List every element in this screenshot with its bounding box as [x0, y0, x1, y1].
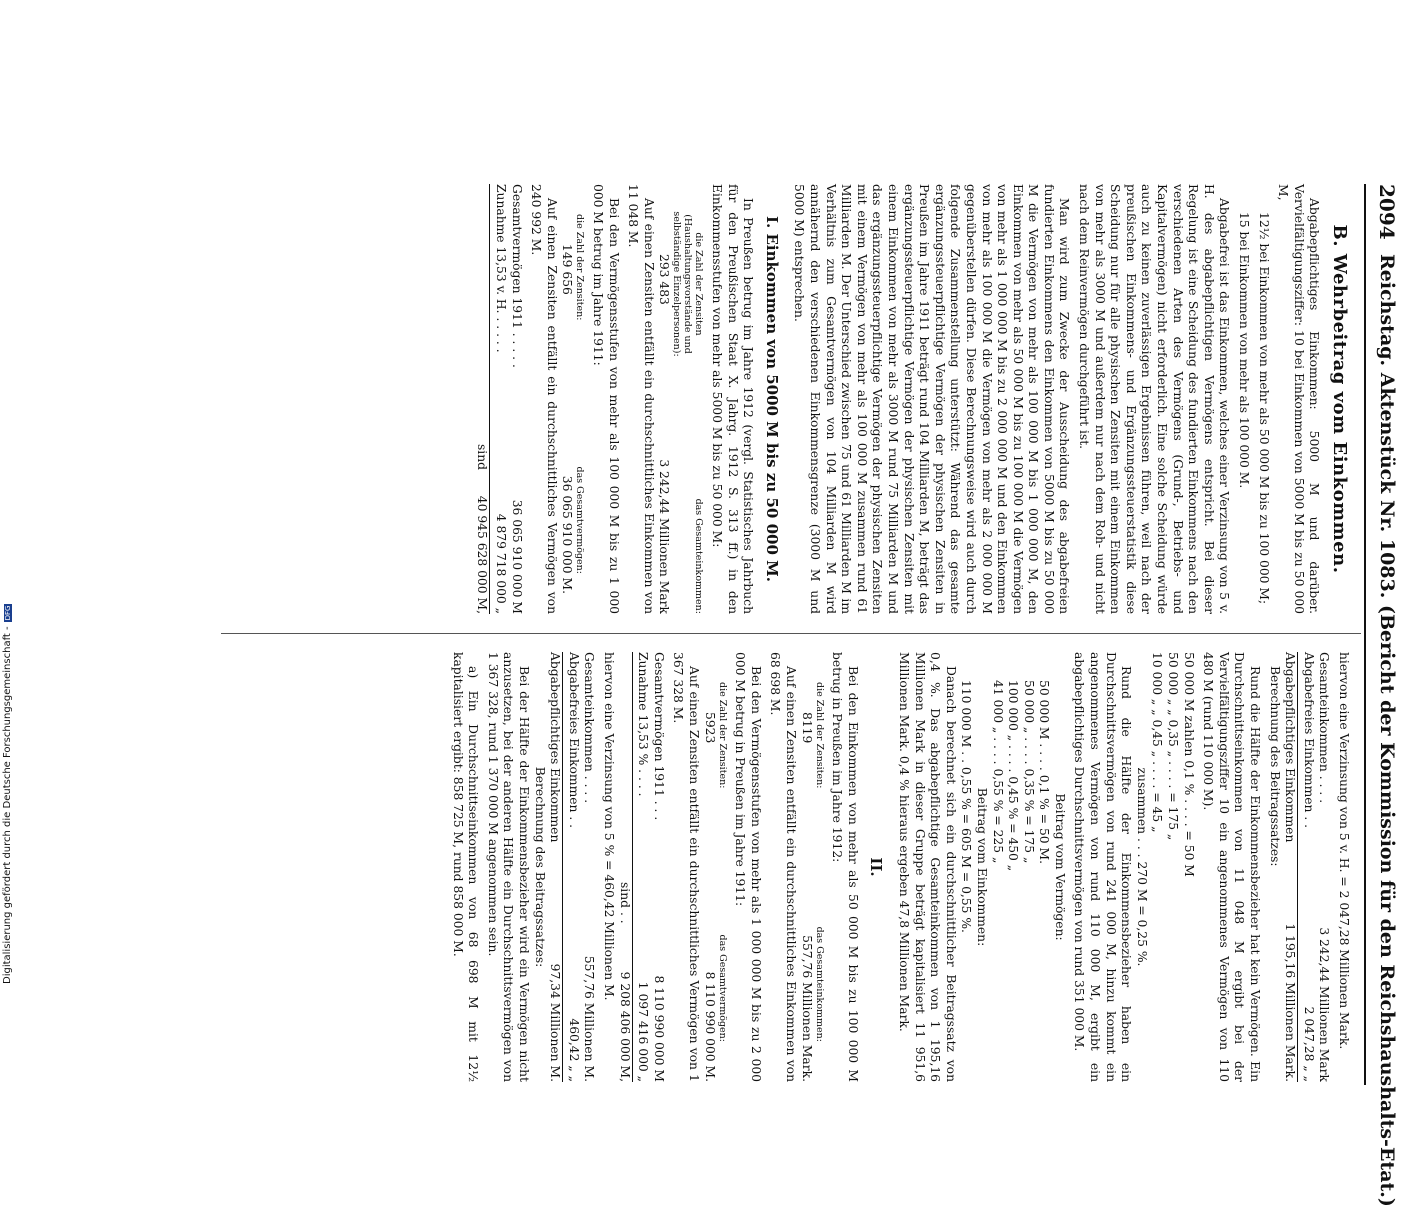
sum-row	[547, 652, 564, 1082]
paragraph: Bei den Einkommen von mehr als 50 000 M bis zu 100 000 M betrug in Preußen im Jahre 1912:	[830, 652, 860, 1082]
paragraph: Bei der Hälfte der Einkommensbezieher wird ein Vermögen nicht anzusetzen, bei der anderen Hälfte ein Durchschnittsvermögen von 1 367 328, rund 1 370 000 M angenommen sein.	[485, 652, 532, 1082]
table-header	[671, 184, 704, 614]
sum-value: 557,76 Millionen M.	[582, 955, 597, 1082]
calc-line: 110 000 M . . 0,55 % = 605 M = 0,55 %.	[959, 680, 974, 933]
sum-value: 9 208 406 000 M,	[617, 971, 632, 1082]
paragraph: Bei den Vermögensstufen von mehr als 1 000 000 M bis zu 2 000 000 M betrug in Preußen im Jahre 1911:	[733, 652, 763, 1082]
sum-value: 3 242,44 Millionen Mark	[1317, 927, 1332, 1082]
column-header: das Gesamtvermögen:	[716, 934, 728, 1042]
table-row	[798, 652, 814, 1082]
left-column	[474, 184, 1351, 614]
right-column	[445, 652, 1351, 1082]
paragraph: Rund die Hälfte der Einkommensbezieher haben ein Durchschnittsvermögen von rund 241 000 M, hinzu kommt ein angenommenes Vermögen von rund 110 000 M, ergibt ein abgabepflichtiges Durchschnittsvermögen von rund 351 000 M.	[1072, 652, 1134, 1082]
paragraph: hiervon eine Verzinsung von 5 % = 460,42 Millionen M.	[602, 652, 617, 1001]
section-heading: B. Wehrbeitrag vom Einkommen.	[1329, 224, 1350, 574]
sum-row	[616, 652, 633, 1082]
paragraph: Auf einen Zensiten entfällt ein durchschnittliches Vermögen von 240 992 M.	[529, 184, 559, 614]
paragraph: Man wird zum Zwecke der Ausscheidung des abgabefreien fundierten Einkommens den Einkommen von 5000 M bis zu 50 000 M die Vermögen von mehr als 100 000 M bis 1 000 000 M, den Einkommen von mehr als 50 000 M bis zu 100 000 M die Vermögen von mehr als 1 000 000 M bis zu 2 000 000 M und den Einkommen von mehr als 100 000 M die Vermögen von mehr als 2 000 000 M gegenüberstellen dürfen. Diese Berechnungsweise wird auch durch folgende Zusammenstellung unterstützt: Während das gesamte ergänzungssteuerpflichtige Vermögen der physischen Zensiten in Preußen im Jahre 1911 beträgt rund 104 Milliarden M, beträgt das ergänzungssteuerpflichtige Vermögen der physischen Zensiten mit einem Einkommen von mehr als 3000 M rund 75 Milliarden M und das ergänzungssteuerpflichtige Vermögen der physischen Zensiten mit einem Vermögen von mehr als 100 000 M zusammen rund 61 Milliarden M. Der Unterschied zwischen 75 und 61 Milliarden M im Verhältnis zum Gesamtvermögen von 104 Milliarden M wird annähernd den verschiedenen Einkommensgrenze (3000 M und 5000 M) entsprechen.	[792, 184, 1072, 614]
column-header: die Zahl der Zensiten (Haushaltungsvorstände und selbständige Einzelpersonen):	[671, 211, 705, 357]
paragraph: Abgabefrei ist das Einkommen, welches einer Verzinsung von 5 v. H. des abgabepflichtigen Vermögens entspricht. Bei dieser Regelung ist eine Scheidung des fundierten Einkommens nach den verschiedenen Arten des Vermögens (Grund-, Betriebs- und Kapitalvermögen) nicht erforderlich. Eine solche Scheidung würde auch zu keinen zuverlässigen Ergebnissen führen, weil nach der preußischen Einkommens- und Ergänzungssteuerstatistik diese Scheidung nur für alle physischen Zensiten mit einem Einkommen von mehr als 3000 M und außerdem nur nach dem Roh- und nicht nach dem Reinvermögen durchgeführt ist.	[1077, 184, 1232, 614]
sum-value: 2 047,28 „ „	[1301, 1006, 1316, 1082]
table-row	[656, 184, 672, 614]
table-header	[814, 652, 825, 1082]
paragraph: hiervon eine Verzinsung von 5 v. H. = 2 047,28 Millionen Mark.	[1337, 652, 1351, 1050]
column-header: die Zahl der Zensiten:	[716, 682, 728, 789]
paragraph: Auf einen Zensiten entfällt ein durchschnittliches Einkommen von 11 048 M.	[626, 184, 656, 614]
sum-label: Gesamteinkommen . . . .	[582, 652, 597, 804]
sum-value: 97,34 Millionen M.	[548, 963, 563, 1082]
sum-label: Gesamteinkommen . . . .	[1317, 652, 1332, 804]
table-header	[574, 184, 585, 614]
sum-row	[581, 652, 597, 1082]
paragraph: Danach berechnet sich ein durchschnittlicher Beitragssatz von 0,4 %. Das abgabepflichtige Gesamteinkommen von 1 195,16 Millionen Mark in dieser Gruppe beträgt kapitalisiert 11 951,6 Millionen Mark. 0,4 % hieraus ergeben 47,8 Millionen Mark.	[896, 652, 958, 1082]
sum-label: Abgabefreies Einkommen . .	[566, 652, 581, 829]
paragraph: Auf einen Zensiten entfällt ein durchschnittliches Vermögen von 1 367 328 M.	[671, 652, 702, 1082]
calc-line: 100 000 „ . . . . 0,45 % = 450 „	[1006, 680, 1021, 872]
sum-row	[650, 652, 666, 1082]
paragraph: Berechnung des Beitragssatzes:	[1267, 666, 1282, 867]
calc-line: 10 000 „ „ 0,45 „ . . . . = 45 „	[1150, 652, 1165, 833]
table-header	[717, 652, 728, 1082]
sum-label: Abgabepflichtiges Einkommen	[548, 652, 563, 843]
sum-label: Abgabefreies Einkommen . .	[1301, 652, 1316, 829]
calc-line: 50 000 M . . . . 0,1 % = 50 M.	[1037, 680, 1052, 865]
subsection-heading: II.	[867, 857, 886, 877]
paragraph: Abgabepflichtiges Einkommen: 5000 M und darüber. Vervielfältigungsziffer: 10 bei Einkommen von 5000 M bis zu 50 000 M,	[1276, 184, 1322, 614]
page-number: 2094	[1375, 184, 1399, 240]
running-header	[1364, 184, 1406, 1207]
sum-row	[635, 652, 651, 1082]
sum-label: Abgabepflichtiges Einkommen	[1283, 652, 1298, 843]
sum-row	[474, 184, 491, 614]
table-row	[559, 184, 575, 614]
calc-total: zusammen . . . 270 M = 0,25 %.	[1134, 767, 1149, 967]
paragraph: a) Ein Durchschnittseinkommen von 68 698 M mit 12½ kapitalisiert ergibt: 858 725 M, rund 858 000 M.	[450, 652, 481, 1082]
calc-line: 50 000 M zahlen 0,1 % . . . . = 50 M	[1181, 652, 1196, 877]
paragraph: In Preußen betrug im Jahre 1912 (vergl. Statistisches Jahrbuch für den Preußischen Staat X. Jahrg. 1912 S. 313 ff.) in den Einkommensstufen von mehr als 5000 M bis zu 50 000 M:	[710, 184, 756, 614]
table-cell: 36 065 910 000 M.	[560, 475, 575, 594]
sum-label: Zunahme 13,53 % . . . .	[636, 652, 651, 797]
notice-text: Digitalisierung gefördert durch die Deutsche Forschungsgemeinschaft -	[2, 626, 13, 984]
digitization-notice	[2, 604, 16, 984]
sum-row	[493, 184, 509, 614]
column-divider	[221, 633, 1361, 634]
paragraph: Auf einen Zensiten entfällt ein durchschnittliches Einkommen von 68 698 M.	[768, 652, 798, 1082]
sum-value: 4 879 718 000 „	[494, 513, 509, 614]
dfg-logo: DFG	[4, 605, 12, 621]
header-title: Reichstag. Aktenstück Nr. 1083. (Bericht der Kommission für den Reichshaushalts-Etat.)	[1376, 254, 1398, 1207]
column-header: das Gesamteinkommen:	[693, 498, 705, 614]
paragraph: Bei den Vermögensstufen von mehr als 100 000 M bis zu 1 000 000 M betrug im Jahre 1911:	[591, 184, 621, 614]
calc-line: 50 000 „ „ 0,35 „ . . . . = 175 „	[1166, 652, 1181, 841]
table-cell: 8 110 990 000 M.	[702, 971, 717, 1082]
column-header: die Zahl der Zensiten:	[574, 214, 586, 321]
column-header: das Gesamteinkommen:	[813, 926, 825, 1042]
sum-value: 36 065 910 000 M	[509, 499, 524, 614]
sum-value: 1 195,16 Millionen Mark.	[1283, 923, 1298, 1082]
sum-row	[1282, 652, 1299, 1082]
sum-value: 1 097 416 000 „	[636, 981, 651, 1082]
calc-heading: Berechnung des Beitragssatzes:	[532, 766, 547, 968]
subsection-heading: I. Einkommen von 5000 M bis zu 50 000 M.	[762, 216, 781, 582]
calc-heading: Beitrag vom Einkommen:	[974, 787, 989, 947]
sum-row	[565, 652, 581, 1082]
sum-row	[508, 184, 524, 614]
paragraph: Rund die Hälfte der Einkommensbezieher hat kein Vermögen. Ein Durchschnittseinkommen von 11 048 M ergibt bei der Vervielfältigungsziffer 10 ein angenommenes Vermögen von 110 480 M (rund 110 000 M).	[1201, 652, 1263, 1082]
calc-heading: Beitrag vom Vermögen:	[1052, 793, 1067, 941]
sum-label: Gesamtvermögen 1911 . . .	[651, 652, 666, 821]
sum-label: Gesamtvermögen 1911 . . . . .	[509, 184, 524, 368]
table-cell: 3 242,44 Millionen Mark	[657, 459, 672, 614]
sum-label: Zunahme 13,53 v. H. . . . . .	[494, 184, 509, 353]
paragraph: 12½ bei Einkommen von mehr als 50 000 M bis zu 100 000 M;	[1256, 212, 1271, 605]
sum-row	[1300, 652, 1316, 1082]
paragraph: 15 bei Einkommen von mehr als 100 000 M.	[1237, 212, 1252, 489]
sum-value: 8 110 990 000 M	[651, 975, 666, 1082]
table-cell: 8119	[799, 712, 814, 744]
column-header: die Zahl der Zensiten:	[813, 682, 825, 789]
sum-value: 460,42 „ „	[566, 1018, 581, 1082]
sum-label: sind	[475, 444, 490, 471]
digitization-notice-text	[2, 604, 13, 984]
calc-line: 50 000 „ . . . . 0,35 % = 175 „	[1021, 680, 1036, 864]
rotated-document-page	[210, 184, 1406, 1207]
calc-line: 41 000 „ . . . . 0,55 % = 225 „	[990, 680, 1005, 864]
column-header: das Gesamtvermögen:	[574, 466, 586, 574]
table-row	[701, 652, 717, 1082]
table-cell: 149 656	[560, 244, 575, 295]
sum-value: 40 945 628 000 M,	[475, 495, 490, 614]
sum-label: sind . .	[617, 882, 632, 924]
table-cell: 5923	[702, 712, 717, 744]
table-cell: 293 483	[657, 254, 672, 305]
table-cell: 557,76 Millionen Mark.	[799, 935, 814, 1082]
sum-row	[1316, 652, 1332, 1082]
